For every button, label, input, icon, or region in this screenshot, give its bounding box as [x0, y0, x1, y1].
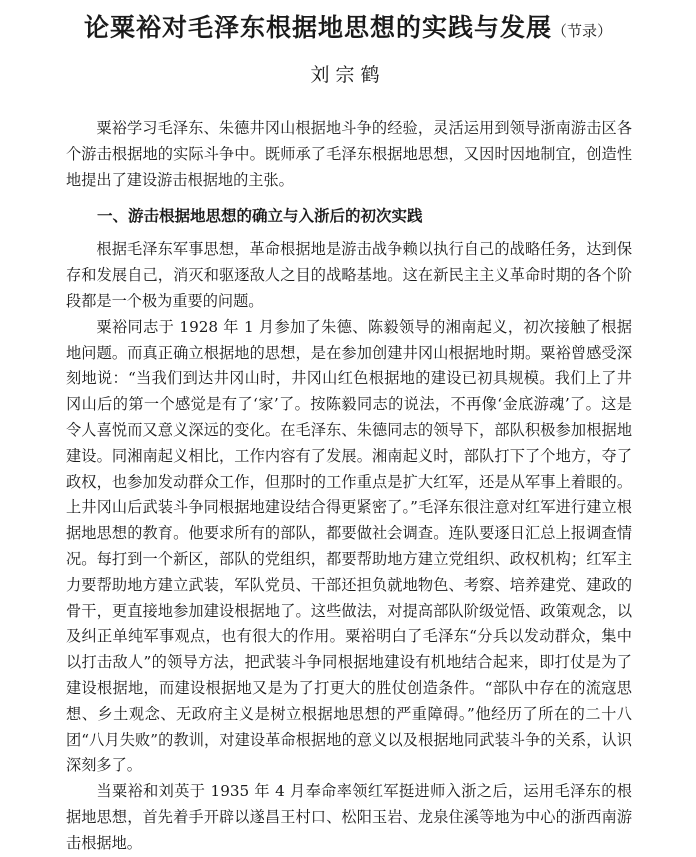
section-heading: 一、游击根据地思想的确立与入浙后的初次实践	[97, 206, 423, 226]
article-title-text: 论粟裕对毛泽东根据地思想的实践与发展	[83, 13, 552, 42]
article-title-note: （节录）	[552, 22, 613, 40]
article-title	[0, 8, 696, 44]
article-author: 刘宗鹤	[310, 64, 386, 86]
body-paragraph: 粟裕同志于 1928 年 1 月参加了朱德、陈毅领导的湘南起义，初次接触了根据地问题。而真正确立根据地的思想，是在参加创建井冈山根据地时期。粟裕曾感受深刻地说：“当我们到达井冈山时，井冈山红色根据地的建设已初具规模。我们上了井冈山后的第一个感觉是有了‘家’了。按陈毅同志的说法，不再像‘金底游魂’了。这是令人喜悦而又意义深远的变化。在毛泽东、朱德同志的领导下，部队积极参加根据地建设。同湘南起义相比，工作内容有了发展。湘南起义时，部队打下了个地方，夺了政权，也参加发动群众工作，但那时的工作重点是扩大红军，还是从军事上着眼的。上井冈山后武装斗争同根据地建设结合得更紧密了。”毛泽东很注意对红军进行建立根据地思想的教育。他要求所有的部队，都要做社会调查。连队要逐日汇总上报调查情况。每打到一个新区，部队的党组织，都要帮助地方建立党组织、政权机构；红军主力要帮助地方建立武装，军队党员、干部还担负就地物色、考察、培养建党、建政的骨干，更直接地参加建设根据地了。这些做法，对提高部队阶级觉悟、政策观念，以及纠正单纯军事观点，也有很大的作用。粟裕明白了毛泽东“分兵以发动群众，集中以打击敌人”的领导方法，把武装斗争同根据地建设有机地结合起来，即打仗是为了建设根据地，而建设根据地又是为了打更大的胜仗创造条件。“部队中存在的流寇思想、乡土观念、无政府主义是树立根据地思想的严重障碍。”他经历了所在的二十八团“八月失败”的教训，对建设革命根据地的意义以及根据地同武装斗争的关系，认识深刻多了。	[66, 317, 632, 775]
body-paragraph: 当粟裕和刘英于 1935 年 4 月奉命率领红军挺进师入浙之后，运用毛泽东的根据地思想，首先着手开辟以遂昌王村口、松阳玉岩、龙泉住溪等地为中心的浙西南游击根据地。	[66, 782, 632, 852]
intro-paragraph: 粟裕学习毛泽东、朱德井冈山根据地斗争的经验，灵活运用到领导浙南游击区各个游击根据地的实际斗争中。既师承了毛泽东根据地思想，又因时因地制宜，创造性地提出了建设游击根据地的主张。	[66, 119, 632, 189]
body-paragraph: 根据毛泽东军事思想，革命根据地是游击战争赖以执行自己的战略任务，达到保存和发展自己，消灭和驱逐敌人之目的战略基地。这在新民主主义革命时期的各个阶段都是一个极为重要的问题。	[66, 240, 632, 310]
article-body	[66, 116, 632, 857]
